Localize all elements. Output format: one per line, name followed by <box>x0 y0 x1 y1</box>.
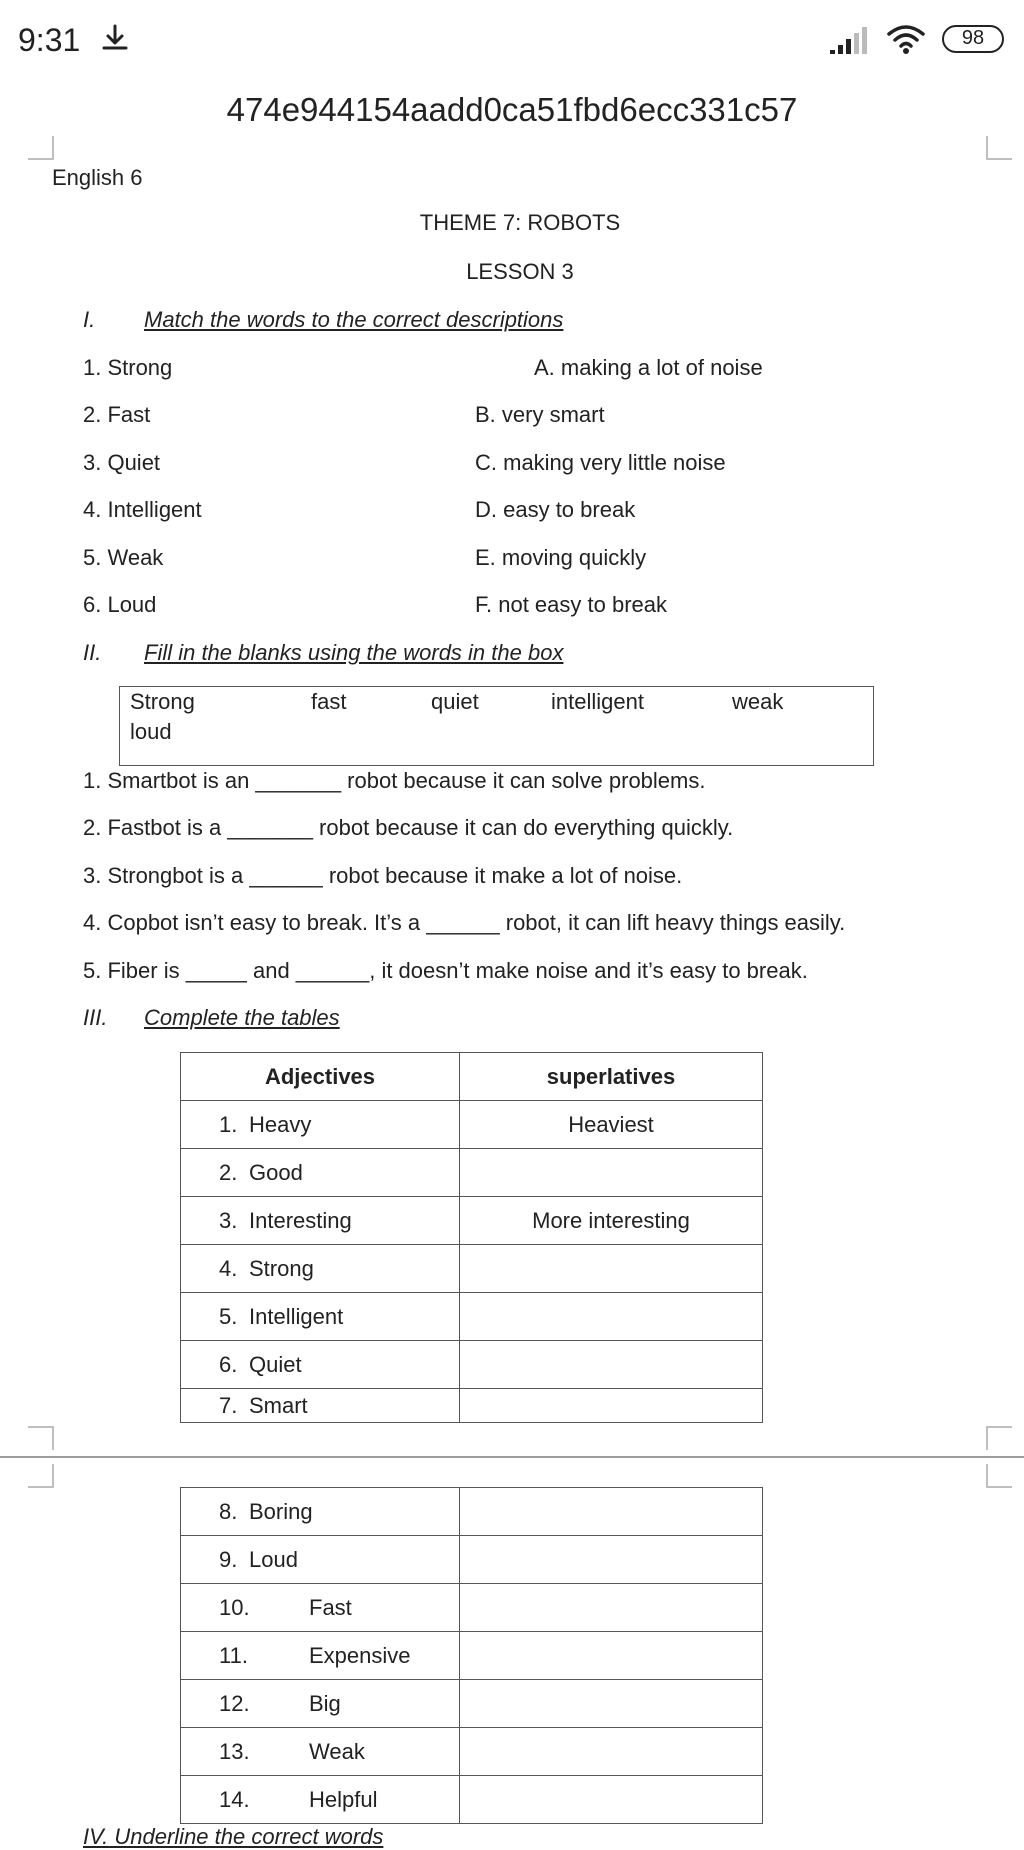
adjective-text: Big <box>309 1690 341 1716</box>
section-2-title: Fill in the blanks using the words in the box <box>144 640 564 665</box>
section-2-number: II. <box>83 640 102 665</box>
adjective-cell <box>181 1584 460 1632</box>
row-number: 3. <box>219 1207 238 1233</box>
adjective-cell <box>181 1197 460 1245</box>
adjective-text: Fast <box>309 1594 352 1620</box>
match-description: D. easy to break <box>475 497 636 522</box>
row-number: 2. <box>219 1159 238 1185</box>
adjective-cell <box>181 1536 460 1584</box>
adjective-text: Strong <box>249 1255 314 1281</box>
match-word: 2. Fast <box>83 402 151 427</box>
document-title: 474e944154aadd0ca51fbd6ecc331c57 <box>226 91 798 128</box>
adjective-text: Intelligent <box>249 1303 344 1329</box>
row-number: 12. <box>219 1690 250 1716</box>
superlative-cell[interactable] <box>460 1680 763 1728</box>
adjective-text: Smart <box>249 1392 308 1418</box>
adjective-text: Loud <box>249 1546 298 1572</box>
match-description: B. very smart <box>475 402 605 427</box>
superlative-cell[interactable] <box>460 1149 763 1197</box>
table-row <box>181 1101 763 1149</box>
table-row <box>181 1341 763 1389</box>
section-3-number: III. <box>83 1005 108 1030</box>
adjective-text: Interesting <box>249 1207 352 1233</box>
page-corner-mark <box>28 1426 54 1450</box>
section-4-heading-partial: IV. Underline the correct words <box>83 1824 384 1849</box>
fill-sentence: 1. Smartbot is an _______ robot because it can solve problems. <box>83 768 706 793</box>
fill-sentence: 5. Fiber is _____ and ______, it doesn’t make noise and it’s easy to break. <box>83 958 808 983</box>
row-number: 11. <box>219 1642 248 1668</box>
superlative-cell[interactable] <box>460 1584 763 1632</box>
table-row <box>181 1197 763 1245</box>
table-row <box>181 1536 763 1584</box>
page-corner-mark <box>28 136 54 160</box>
row-number: 6. <box>219 1351 238 1377</box>
adjective-text: Quiet <box>249 1351 302 1377</box>
match-description: F. not easy to break <box>475 592 667 617</box>
superlative-cell[interactable] <box>460 1728 763 1776</box>
table-row <box>181 1680 763 1728</box>
status-clock: 9:31 <box>18 22 81 58</box>
table-row <box>181 1584 763 1632</box>
superlatives-table-page-1 <box>180 1052 763 1423</box>
fill-sentence: 4. Copbot isn’t easy to break. It’s a ______ robot, it can lift heavy things easily. <box>83 910 846 935</box>
table-row <box>181 1389 763 1423</box>
wifi-icon <box>886 22 926 56</box>
superlative-cell[interactable] <box>460 1389 763 1423</box>
section-3-title: Complete the tables <box>144 1005 340 1030</box>
row-number: 4. <box>219 1255 238 1281</box>
lesson-heading: LESSON 3 <box>466 259 574 284</box>
superlative-cell[interactable] <box>460 1293 763 1341</box>
theme-heading: THEME 7: ROBOTS <box>419 210 621 235</box>
download-icon <box>100 22 130 56</box>
adjective-text: Expensive <box>309 1642 411 1668</box>
adjective-cell <box>181 1488 460 1536</box>
row-number: 5. <box>219 1303 238 1329</box>
box-word: intelligent <box>551 689 644 714</box>
page-break <box>0 1456 1024 1458</box>
adjective-text: Good <box>249 1159 303 1185</box>
page-corner-mark <box>28 1464 54 1488</box>
row-number: 13. <box>219 1738 250 1764</box>
table-row <box>181 1293 763 1341</box>
adjective-cell <box>181 1101 460 1149</box>
adjective-cell <box>181 1341 460 1389</box>
table-row <box>181 1728 763 1776</box>
adjective-text: Boring <box>249 1498 313 1524</box>
section-1-title: Match the words to the correct descriptions <box>144 307 564 332</box>
box-word: weak <box>732 689 784 714</box>
row-number: 9. <box>219 1546 238 1572</box>
box-word: fast <box>311 689 347 714</box>
adjective-cell <box>181 1245 460 1293</box>
superlative-cell[interactable] <box>460 1536 763 1584</box>
superlative-cell[interactable] <box>460 1776 763 1824</box>
table-row <box>181 1776 763 1824</box>
table-header-row <box>181 1053 763 1101</box>
adjective-text: Heavy <box>249 1111 312 1137</box>
superlative-cell[interactable] <box>460 1245 763 1293</box>
adjective-cell <box>181 1149 460 1197</box>
page-corner-mark <box>986 1426 1012 1450</box>
page-corner-mark <box>986 136 1012 160</box>
fill-sentence: 2. Fastbot is a _______ robot because it can do everything quickly. <box>83 815 734 840</box>
adjective-cell <box>181 1389 460 1423</box>
match-word: 4. Intelligent <box>83 497 202 522</box>
adjective-text: Weak <box>309 1738 365 1764</box>
row-number: 14. <box>219 1786 250 1812</box>
match-word: 1. Strong <box>83 355 173 380</box>
battery-indicator: 98 <box>942 25 1004 53</box>
fill-sentence: 3. Strongbot is a ______ robot because it make a lot of noise. <box>83 863 683 888</box>
header-adjectives: Adjectives <box>181 1053 460 1101</box>
table-row <box>181 1245 763 1293</box>
adjective-cell <box>181 1293 460 1341</box>
match-word: 3. Quiet <box>83 450 161 475</box>
adjective-cell <box>181 1776 460 1824</box>
box-word: loud <box>130 719 172 744</box>
row-number: 7. <box>219 1392 238 1418</box>
adjective-cell <box>181 1728 460 1776</box>
match-description: E. moving quickly <box>475 545 647 570</box>
superlative-cell[interactable] <box>460 1341 763 1389</box>
match-word: 5. Weak <box>83 545 164 570</box>
superlative-cell[interactable]: More interesting <box>460 1197 763 1245</box>
superlative-cell[interactable]: Heaviest <box>460 1101 763 1149</box>
section-1-number: I. <box>83 307 96 332</box>
superlative-cell[interactable] <box>460 1488 763 1536</box>
box-word: quiet <box>431 689 479 714</box>
table-row <box>181 1488 763 1536</box>
adjective-cell <box>181 1680 460 1728</box>
adjective-cell <box>181 1632 460 1680</box>
table-row <box>181 1632 763 1680</box>
row-number: 1. <box>219 1111 238 1137</box>
match-description: C. making very little noise <box>475 450 726 475</box>
signal-icon <box>828 26 872 56</box>
course-label: English 6 <box>52 165 143 190</box>
match-word: 6. Loud <box>83 592 157 617</box>
match-description: A. making a lot of noise <box>534 355 763 380</box>
header-superlatives: superlatives <box>460 1053 763 1101</box>
superlative-cell[interactable] <box>460 1632 763 1680</box>
adjective-text: Helpful <box>309 1786 378 1812</box>
superlatives-table-page-2 <box>180 1487 763 1824</box>
table-row <box>181 1149 763 1197</box>
page-corner-mark <box>986 1464 1012 1488</box>
row-number: 8. <box>219 1498 238 1524</box>
box-word: Strong <box>130 689 195 714</box>
row-number: 10. <box>219 1594 250 1620</box>
